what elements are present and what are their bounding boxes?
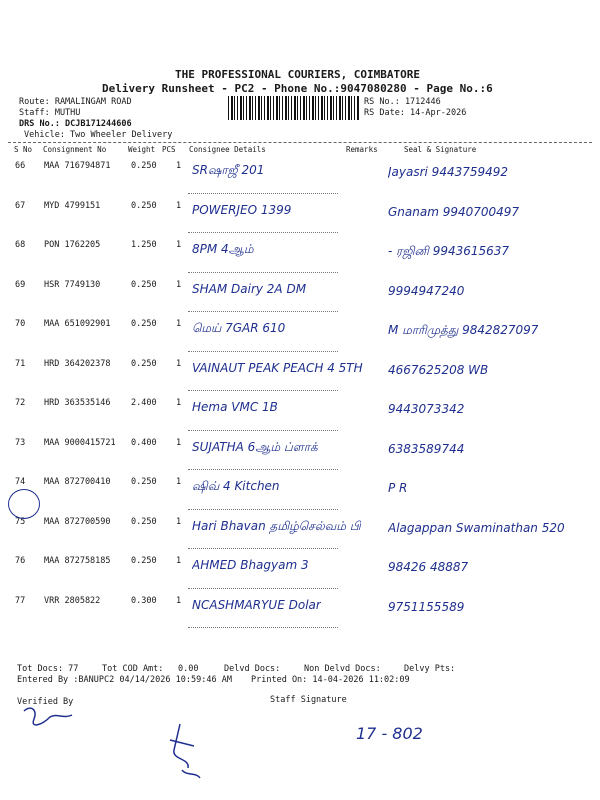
row-signature: 4667625208 WB (388, 362, 489, 377)
row-consignee: ஷிவ் 4 Kitchen (192, 479, 280, 493)
header-divider (8, 142, 592, 143)
row-weight: 1.250 (131, 240, 157, 250)
row-consignee: மெய் 7GAR 610 (192, 321, 286, 335)
col-sno: S No (14, 145, 33, 154)
row-sno: 71 (15, 358, 26, 369)
row-pcs: 1 (176, 358, 182, 369)
delvy-pts: Delvy Pts: (404, 664, 456, 674)
verified-by: Verified By (17, 697, 74, 707)
row-consignment-no: PON 1762205 (44, 240, 101, 250)
row-consignment-no: MAA 872700590 (44, 516, 111, 527)
row-pcs: 1 (176, 279, 182, 290)
row-signature: 9994947240 (388, 283, 465, 298)
row-sno: 76 (15, 556, 26, 566)
tot-cod-label: Tot COD Amt: (102, 664, 164, 674)
rs-number: RS No.: 1712446 (364, 97, 441, 107)
row-weight: 0.250 (131, 556, 157, 566)
row-consignment-no: MYD 4799151 (44, 200, 101, 211)
row-sno: 73 (15, 437, 26, 448)
row-consignee: 8PM 4ஆம் (192, 242, 254, 256)
row-weight: 0.250 (131, 477, 157, 487)
tot-cod-value: 0.00 (178, 664, 199, 674)
row-separator (188, 311, 338, 312)
row-sno: 77 (15, 595, 26, 606)
barcode (228, 96, 360, 120)
handwritten-total: 17 - 802 (356, 724, 423, 743)
row-signature: Jayasri 9443759492 (388, 165, 509, 179)
row-consignee: AHMED Bhagyam 3 (192, 558, 309, 572)
route: Route: RAMALINGAM ROAD (19, 97, 132, 107)
row-signature: M மாரிமுத்து 9842827097 (388, 323, 539, 337)
tot-docs: Tot Docs: 77 (17, 664, 79, 674)
row-weight: 0.400 (131, 437, 157, 448)
entered-by: Entered By :BANUPC2 04/14/2026 10:59:46 AM (17, 675, 232, 685)
row-signature: 98426 48887 (388, 560, 469, 574)
row-sno: 67 (15, 200, 26, 211)
row-consignment-no: MAA 872700410 (44, 477, 111, 487)
row-weight: 0.250 (131, 200, 157, 211)
col-consignment: Consignment No (43, 145, 107, 154)
row-separator (188, 509, 338, 510)
row-separator (188, 627, 338, 628)
row-separator (188, 548, 338, 549)
row-consignee: Hema VMC 1B (192, 400, 278, 414)
row-signature: Gnanam 9940700497 (388, 204, 520, 219)
staff-signature-scribble (160, 720, 210, 780)
non-delvd-docs: Non Delvd Docs: (304, 664, 381, 674)
row-sno: 70 (15, 319, 26, 329)
row-separator (188, 193, 338, 194)
row-weight: 0.250 (131, 279, 157, 290)
row-signature: - ரஜினி 9943615637 (388, 244, 510, 258)
row-separator (188, 390, 338, 391)
row-weight: 0.250 (131, 319, 157, 329)
col-weight: Weight (128, 145, 156, 154)
row-pcs: 1 (176, 437, 182, 448)
vehicle: Vehicle: Two Wheeler Delivery (24, 130, 173, 140)
row-separator (188, 588, 338, 589)
row-pcs: 1 (176, 161, 182, 171)
row-weight: 0.250 (131, 161, 157, 171)
row-sno: 75 (15, 516, 26, 527)
row-sno: 74 (15, 477, 26, 487)
row-consignment-no: MAA 872758185 (44, 556, 111, 566)
col-seal-signature: Seal & Signature (404, 145, 477, 154)
row-consignee: NCASHMARYUE Dolar (192, 597, 321, 612)
row-consignee: SRஷாஜீ 201 (192, 163, 265, 177)
drs-number: DRS No.: DCJB171244606 (19, 119, 132, 129)
staff: Staff: MUTHU (19, 108, 81, 118)
rs-date: RS Date: 14-Apr-2026 (364, 108, 467, 118)
row-consignment-no: VRR 2805822 (44, 595, 101, 606)
row-signature: 9443073342 (388, 402, 465, 416)
row-pcs: 1 (176, 516, 182, 527)
staff-signature-label: Staff Signature (270, 695, 347, 705)
row-separator (188, 351, 338, 352)
row-consignee: SUJATHA 6ஆம் ப்ளாக் (192, 439, 318, 454)
circle-mark (8, 489, 40, 519)
row-weight: 0.250 (131, 516, 157, 527)
row-sno: 72 (15, 398, 26, 408)
row-weight: 2.400 (131, 398, 157, 408)
verified-signature (20, 705, 80, 735)
row-consignment-no: MAA 716794871 (44, 161, 111, 171)
row-consignment-no: HSR 7749130 (44, 279, 101, 290)
col-consignee: Consignee Details (189, 145, 266, 154)
row-separator (188, 272, 338, 273)
col-pcs: PCS (162, 145, 176, 154)
row-signature: P R (388, 481, 408, 495)
company-name: THE PROFESSIONAL COURIERS, COIMBATORE (175, 68, 421, 81)
row-signature: 9751155589 (388, 599, 465, 614)
row-weight: 0.250 (131, 358, 157, 369)
runsheet-title: Delivery Runsheet - PC2 - Phone No.:9047080280 - Page No.:6 (102, 82, 493, 95)
row-separator (188, 430, 338, 431)
row-consignment-no: HRD 363535146 (44, 398, 111, 408)
row-consignee: POWERJEO 1399 (192, 202, 292, 217)
row-pcs: 1 (176, 595, 182, 606)
delvd-docs: Delvd Docs: (224, 664, 281, 674)
row-sno: 66 (15, 161, 26, 171)
row-separator (188, 469, 338, 470)
row-consignee: SHAM Dairy 2A DM (192, 281, 307, 296)
printed-on: Printed On: 14-04-2026 11:02:09 (251, 675, 410, 685)
row-consignee: Hari Bhavan தமிழ்செல்வம் பி (192, 518, 361, 533)
row-separator (188, 232, 338, 233)
row-signature: 6383589744 (388, 441, 465, 456)
row-consignment-no: MAA 9000415721 (44, 437, 116, 448)
row-consignment-no: MAA 651092901 (44, 319, 111, 329)
col-remarks: Remarks (346, 145, 378, 154)
row-pcs: 1 (176, 200, 182, 211)
row-pcs: 1 (176, 240, 182, 250)
row-weight: 0.300 (131, 595, 157, 606)
row-pcs: 1 (176, 319, 182, 329)
row-sno: 68 (15, 240, 26, 250)
row-pcs: 1 (176, 556, 182, 566)
row-sno: 69 (15, 279, 26, 290)
row-consignment-no: HRD 364202378 (44, 358, 111, 369)
row-pcs: 1 (176, 477, 182, 487)
row-pcs: 1 (176, 398, 182, 408)
row-signature: Alagappan Swaminathan 520 (388, 520, 565, 535)
row-consignee: VAINAUT PEAK PEACH 4 5TH (192, 360, 363, 375)
